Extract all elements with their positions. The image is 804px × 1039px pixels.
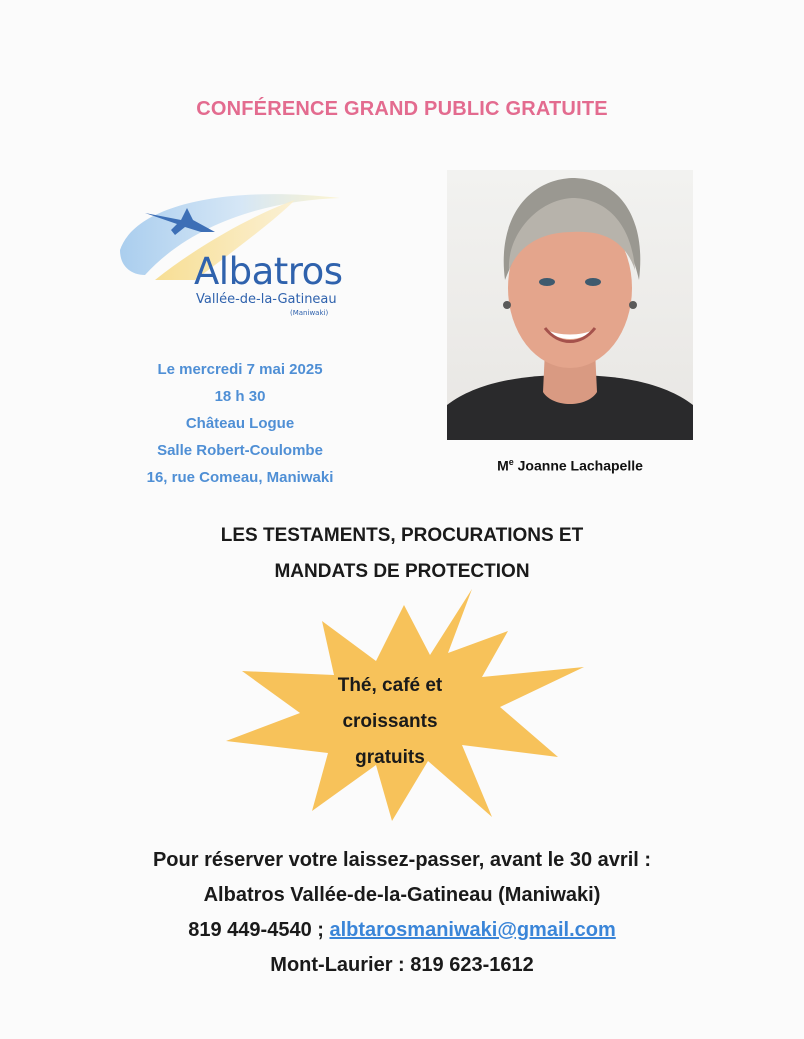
reservation-info — [0, 843, 804, 983]
event-room: Salle Robert-Coulombe — [157, 442, 323, 459]
logo-name: Albatros — [194, 250, 343, 293]
refreshments-line-1: Thé, café et — [337, 675, 443, 696]
reservation-line-4: Mont-Laurier : 819 623-1612 — [270, 954, 534, 976]
topic-line-1: LES TESTAMENTS, PROCURATIONS ET — [220, 525, 584, 546]
speaker-name — [447, 457, 693, 474]
refreshments-line-3: gratuits — [355, 747, 425, 768]
event-address: 16, rue Comeau, Maniwaki — [146, 469, 334, 486]
event-details — [115, 356, 365, 491]
speaker-title-prefix: M — [497, 457, 509, 474]
topic-line-2: MANDATS DE PROTECTION — [274, 561, 530, 582]
logo-location: (Maniwaki) — [290, 309, 329, 317]
conference-topic — [0, 518, 804, 590]
refreshments-text — [300, 668, 480, 776]
reservation-phone: 819 449-4540 ; — [188, 919, 330, 941]
reservation-line-1: Pour réserver votre laissez-passer, avant le 30 avril : — [152, 849, 652, 871]
event-date: Le mercredi 7 mai 2025 — [157, 361, 323, 378]
speaker-photo — [447, 170, 693, 440]
event-time: 18 h 30 — [214, 388, 266, 405]
reservation-line-2: Albatros Vallée-de-la-Gatineau (Maniwaki) — [203, 884, 601, 906]
logo-subtitle: Vallée-de-la-Gatineau — [196, 292, 337, 307]
speaker-name-text: Joanne Lachapelle — [513, 457, 643, 474]
event-venue: Château Logue — [185, 415, 295, 432]
reservation-contact — [0, 913, 804, 948]
refreshments-line-2: croissants — [342, 711, 438, 732]
speaker-portrait — [447, 170, 693, 440]
speaker-title-sup: e — [508, 457, 514, 467]
event-heading: CONFÉRENCE GRAND PUBLIC GRATUITE — [196, 98, 608, 120]
reservation-email-link[interactable]: albtarosmaniwaki@gmail.com — [329, 919, 616, 941]
